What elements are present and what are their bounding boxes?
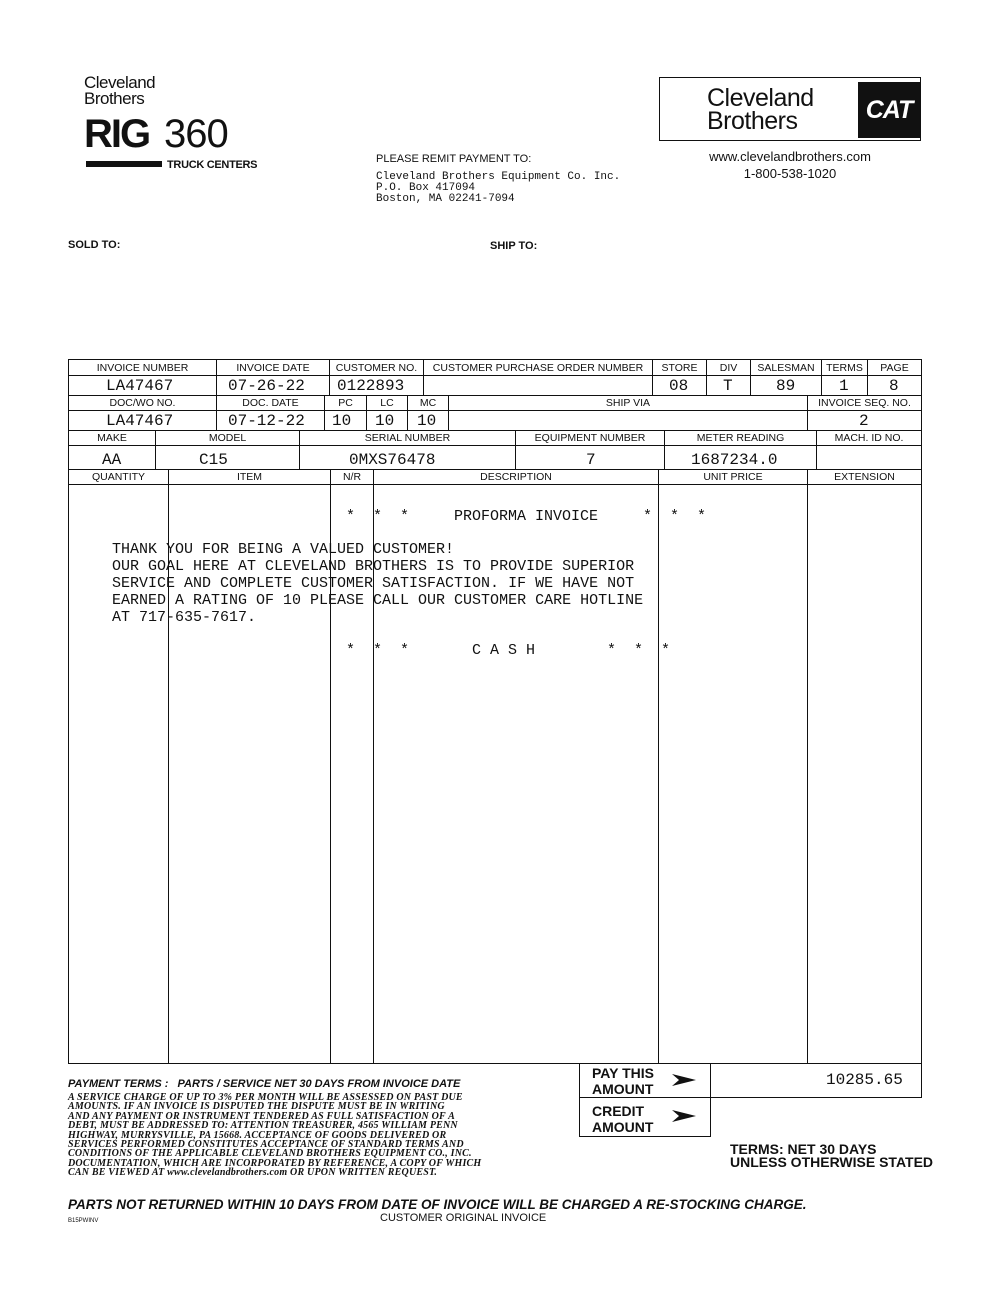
hdr-customer-po: CUSTOMER PURCHASE ORDER NUMBER — [432, 362, 644, 374]
lc-value: 10 — [375, 412, 395, 430]
ship-to-label: SHIP TO: — [490, 240, 538, 252]
page-value: 8 — [889, 377, 899, 395]
logo-right-line1: Cleveland — [707, 84, 814, 112]
hdr-doc-wo: DOC/WO NO. — [109, 397, 176, 409]
hdr-mc: MC — [419, 397, 437, 409]
pay-this-label-2: AMOUNT — [592, 1081, 654, 1097]
pay-amount-value: 10285.65 — [826, 1071, 903, 1089]
legal-line: SERVICES PERFORMED CONSTITUTES ACCEPTANCE OF STANDARD TERMS AND — [68, 1139, 464, 1151]
hdr-ship-via: SHIP VIA — [605, 397, 651, 409]
legal-line: A SERVICE CHARGE OF UP TO 3% PER MONTH WILL BE ASSESSED ON PAST DUE — [68, 1092, 463, 1103]
legal-line: AMOUNTS. IF AN INVOICE IS DISPUTED THE DISPUTE MUST BE IN WRITING — [68, 1101, 445, 1113]
hdr-customer-no: CUSTOMER NO. — [335, 362, 418, 374]
hdr-doc-date: DOC. DATE — [242, 397, 299, 409]
legal-line: AND ANY PAYMENT OR INSTRUMENT TENDERED AS FULL SATISFACTION OF A — [68, 1110, 455, 1122]
website-text: www.clevelandbrothers.com — [709, 149, 871, 164]
doc-wo-value: LA47467 — [106, 412, 174, 430]
remit-label: PLEASE REMIT PAYMENT TO: — [376, 153, 532, 165]
hdr-invoice-seq: INVOICE SEQ. NO. — [818, 397, 911, 409]
hdr-div: DIV — [719, 362, 738, 374]
hdr-item: ITEM — [236, 471, 263, 483]
legal-line: DEBT, MUST BE ADDRESSED TO: ATTENTION TREASURER, 4565 WILLIAM PENN — [68, 1120, 458, 1132]
div-value: T — [723, 377, 733, 395]
credit-label-1: CREDIT — [592, 1103, 645, 1119]
hdr-salesman: SALESMAN — [757, 362, 815, 374]
terms-value: 1 — [839, 377, 849, 395]
legal-line: HIGHWAY, MURRYSVILLE, PA 15668. ACCEPTANCE OF GOODS DELIVERED OR — [68, 1129, 447, 1141]
cash-line: * * * C A S H * * * — [346, 642, 671, 659]
hdr-pc: PC — [338, 397, 353, 409]
hdr-lc: LC — [380, 397, 394, 409]
hdr-equipment: EQUIPMENT NUMBER — [534, 432, 646, 444]
logo-left-line2: Brothers — [84, 89, 145, 108]
hdr-extension: EXTENSION — [834, 471, 895, 483]
sold-to-label: SOLD TO: — [68, 239, 121, 251]
message-line-4: EARNED A RATING OF 10 PLEASE CALL OUR CUSTOMER CARE HOTLINE — [112, 592, 644, 609]
proforma-line: * * * PROFORMA INVOICE * * * — [346, 508, 707, 525]
hdr-quantity: QUANTITY — [91, 471, 146, 483]
hdr-description: DESCRIPTION — [480, 471, 552, 483]
model-value: C15 — [199, 451, 228, 469]
hdr-terms: TERMS — [826, 362, 863, 374]
payment-terms-label: PAYMENT TERMS : — [68, 1078, 169, 1090]
message-line-2: OUR GOAL HERE AT CLEVELAND BROTHERS IS TO PROVIDE SUPERIOR — [112, 558, 635, 575]
hdr-mach-id: MACH. ID NO. — [834, 432, 904, 444]
remit-line3: Boston, MA 02241-7094 — [376, 193, 515, 205]
remit-line2: P.O. Box 417094 — [376, 182, 476, 194]
remit-line1: Cleveland Brothers Equipment Co. Inc. — [376, 171, 621, 183]
message-line-1: THANK YOU FOR BEING A VALUED CUSTOMER! — [112, 541, 455, 558]
hdr-nr: N/R — [342, 471, 362, 483]
pc-value: 10 — [332, 412, 352, 430]
salesman-value: 89 — [776, 377, 796, 395]
logo-truck-centers: TRUCK CENTERS — [167, 159, 258, 171]
pay-arrow-icon — [672, 1072, 696, 1093]
hdr-store: STORE — [661, 362, 698, 374]
mc-value: 10 — [417, 412, 437, 430]
legal-line: CONDITIONS OF THE APPLICABLE CLEVELAND BROTHERS EQUIPMENT CO., INC. — [68, 1148, 472, 1160]
message-line-3: SERVICE AND COMPLETE CUSTOMER SATISFACTION. IF WE HAVE NOT — [112, 575, 635, 592]
message-line-5: AT 717-635-7617. — [112, 609, 257, 626]
hdr-invoice-date: INVOICE DATE — [236, 362, 310, 374]
hdr-unit-price: UNIT PRICE — [703, 471, 763, 483]
payment-terms — [68, 1078, 460, 1090]
hdr-make: MAKE — [97, 432, 127, 444]
terms-note-2: UNLESS OTHERWISE STATED — [730, 1154, 934, 1170]
hdr-meter: METER READING — [696, 432, 785, 444]
customer-no-value: 0122893 — [337, 377, 405, 395]
terms-note-1: TERMS: NET 30 DAYS — [730, 1141, 877, 1157]
hdr-invoice-number: INVOICE NUMBER — [96, 362, 189, 374]
meter-value: 1687234.0 — [691, 451, 778, 469]
hdr-model: MODEL — [208, 432, 247, 444]
logo-right-line2: Brothers — [707, 107, 798, 135]
logo-left-line1: Cleveland — [84, 73, 156, 92]
invoice-seq-value: 2 — [859, 412, 869, 430]
invoice-number-value: LA47467 — [106, 377, 174, 395]
legal-text — [68, 1093, 568, 1178]
phone-text: 1-800-538-1020 — [743, 166, 837, 181]
credit-arrow-icon — [672, 1108, 696, 1129]
customer-original-label: CUSTOMER ORIGINAL INVOICE — [380, 1212, 547, 1224]
credit-label-2: AMOUNT — [592, 1119, 654, 1135]
form-code: B15PWINV — [68, 1218, 99, 1224]
legal-line: CAN BE VIEWED AT www.clevelandbrothers.com OR UPON WRITTEN REQUEST. — [68, 1167, 438, 1179]
logo-rig-text: RIG — [84, 112, 150, 156]
cat-badge-icon: CAT — [858, 82, 920, 138]
make-value: AA — [102, 451, 122, 469]
equipment-value: 7 — [586, 451, 596, 469]
serial-value: 0MXS76478 — [349, 451, 436, 469]
logo-360-text: 360 — [164, 112, 228, 156]
hdr-page: PAGE — [880, 362, 909, 374]
legal-line: DOCUMENTATION, WHICH ARE INCORPORATED BY REFERENCE, A COPY OF WHICH — [68, 1157, 482, 1169]
invoice-date-value: 07-26-22 — [228, 377, 305, 395]
restocking-notice: PARTS NOT RETURNED WITHIN 10 DAYS FROM DATE OF INVOICE WILL BE CHARGED A RE-STOCKING CHARGE. — [68, 1197, 807, 1212]
store-value: 08 — [669, 377, 689, 395]
hdr-serial: SERIAL NUMBER — [364, 432, 451, 444]
pay-this-label-1: PAY THIS — [592, 1065, 654, 1081]
doc-date-value: 07-12-22 — [228, 412, 305, 430]
payment-terms-value: PARTS / SERVICE NET 30 DAYS FROM INVOICE DATE — [177, 1078, 461, 1090]
